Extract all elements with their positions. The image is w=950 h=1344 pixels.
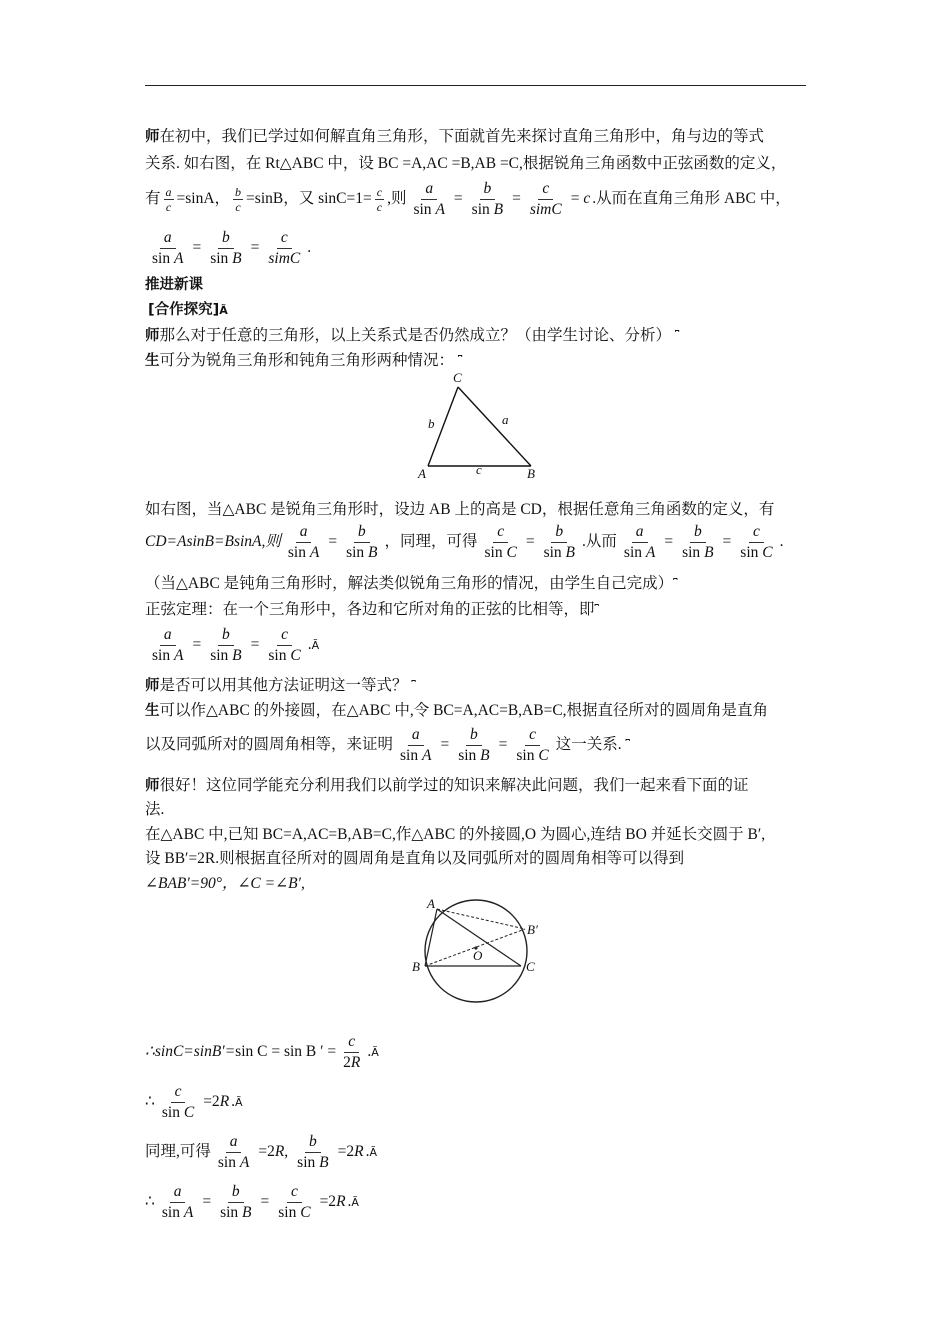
circle-C-label: C bbox=[526, 959, 535, 974]
side-c-label: c bbox=[476, 462, 482, 477]
vertex-B-label: B bbox=[527, 466, 535, 481]
triangle-figure bbox=[410, 368, 550, 483]
answer-2-line-1: 生可以作△ABC 的外接圆，在△ABC 中,令 BC=A,AC=B,AB=C,根据直径所对的圆周角是直角 bbox=[145, 702, 769, 719]
derivation-step-4: ∴ $\frac{a}{\text{sin A}}$ = $\frac{b}{\text{sin B}}$ = $\frac{c}{\text{sin C}}$ =2R .Ã bbox=[145, 1183, 359, 1221]
fraction-b-sinB: $\frac{b}{\text{sin B}}$ bbox=[471, 180, 504, 218]
answer-1: 生可分为锐角三角形和钝角三角形两种情况： ⎴ bbox=[145, 352, 463, 369]
vertex-A-label: A bbox=[418, 466, 426, 481]
fraction-a-over-c: $\frac{a}{c}$ bbox=[165, 185, 172, 214]
fraction-b-over-c: $\frac{b}{c}$ bbox=[235, 185, 242, 214]
fraction-c-simC: $\frac{c}{\text{simC}}$ bbox=[529, 180, 562, 218]
sine-law-formula: $\frac{a}{\text{sin A}}$ = $\frac{b}{\text{sin B}}$ = $\frac{c}{\text{sin C}}$ .Ã bbox=[152, 626, 320, 664]
para2-line-3: （当△ABC 是钝角三角形时，解法类似锐角三角形的情况，由学生自己完成）⎴ bbox=[145, 575, 678, 592]
intro-formula: $\frac{a}{\text{sin A}}$ = $\frac{b}{\text{sin B}}$ = $\frac{c}{\text{simC}}$ . bbox=[152, 229, 312, 267]
intro-line-1: 师在初中，我们已学过如何解直角三角形，下面就首先来探讨直角三角形中，角与边的等式 bbox=[145, 128, 765, 145]
proof-line-1: 在△ABC 中,已知 BC=A,AC=B,AB=C,作△ABC 的外接圆,O 为圆心,连结 BO 并延长交圆于 B′, bbox=[145, 826, 766, 843]
center-O-label: O bbox=[473, 948, 483, 963]
header-rule bbox=[145, 85, 806, 86]
fraction-c-over-c: $\frac{c}{c}$ bbox=[376, 185, 383, 214]
side-a-label: a bbox=[502, 412, 509, 427]
teacher-3-line-1: 师很好！这位同学能充分利用我们以前学过的知识来解决此问题，我们一起来看下面的证 bbox=[145, 777, 749, 794]
side-b-label: b bbox=[428, 416, 435, 431]
derivation-step-1: ∴sinC=sinB′=sin C = sin B ′ = $\frac{c}{2R}$ .Ã bbox=[145, 1033, 379, 1071]
fraction-a-sinA: $\frac{a}{\text{sin A}}$ bbox=[413, 180, 445, 218]
teacher-3-line-2: 法. bbox=[145, 801, 165, 818]
question-2: 师是否可以用其他方法证明这一等式？ ⎴ bbox=[145, 677, 416, 694]
proof-line-3: ∠BAB′=90°，∠C =∠B′, bbox=[145, 875, 305, 892]
heading-cooperative: [合作探究]Ã bbox=[148, 302, 228, 318]
vertex-C-label: C bbox=[453, 370, 462, 385]
circle-Bprime-label: B′ bbox=[527, 922, 538, 937]
circle-A-label: A bbox=[427, 896, 435, 911]
intro-line-2: 关系. 如右图，在 Rt△ABC 中，设 BC =A,AC =B,AB =C,根据锐角三角函数中正弦函数的定义， bbox=[145, 155, 787, 172]
circumcircle-figure bbox=[405, 893, 555, 1008]
heading-new-lesson: 推进新课 bbox=[145, 277, 203, 293]
para2-line-1: 如右图，当△ABC 是锐角三角形时，设边 AB 上的高是 CD，根据任意角三角函数的定义，有 bbox=[145, 501, 775, 518]
question-1: 师那么对于任意的三角形，以上关系式是否仍然成立？（由学生讨论、分析） ⎴ bbox=[145, 327, 680, 344]
derivation-step-2: ∴ $\frac{c}{\text{sin C}}$ =2R .Ã bbox=[145, 1083, 243, 1121]
answer-2-line-2: 以及同弧所对的圆周角相等，来证明 $\frac{a}{\text{sin A}}$ = $\frac{b}{\text{sin B}}$ = $\frac{c}{\text{sin C}}$ 这一关系. ⎴ bbox=[145, 726, 630, 764]
circle-B-label: B bbox=[412, 959, 420, 974]
derivation-step-3: 同理,可得 $\frac{a}{\text{sin A}}$ =2R, $\frac{b}{\text{sin B}}$ =2R .Ã bbox=[145, 1133, 377, 1171]
para2-line-2: CD=AsinB=BsinA,则 $\frac{a}{\text{sin A}}$ = $\frac{b}{\text{sin B}}$ ，同理，可得 $\frac{c}{\text{sin C}}$ = $\frac{b}{\text{sin B}}$ .从而 $\frac{a}{\text{sin A}}$ = $\frac{b}{\text{sin B}}$ = $\frac{c}{\text{sin C}}$ . bbox=[145, 523, 784, 561]
intro-line-3: 有 $\frac{a}{c}$ =sinA， $\frac{b}{c}$ =sinB，又 sinC=1= $\frac{c}{c}$ ,则 $\frac{a}{\text{sin A}}$ = $\frac{b}{\text{sin B}}$ = $\frac{c}{\text{simC}}$ = c .从而在直角三角形 ABC 中， bbox=[145, 180, 791, 218]
sine-law-statement: 正弦定理：在一个三角形中，各边和它所对角的正弦的比相等，即⎴ bbox=[145, 601, 599, 618]
proof-line-2: 设 BB′=2R.则根据直径所对的圆周角是直角以及同弧所对的圆周角相等可以得到 bbox=[145, 850, 685, 867]
